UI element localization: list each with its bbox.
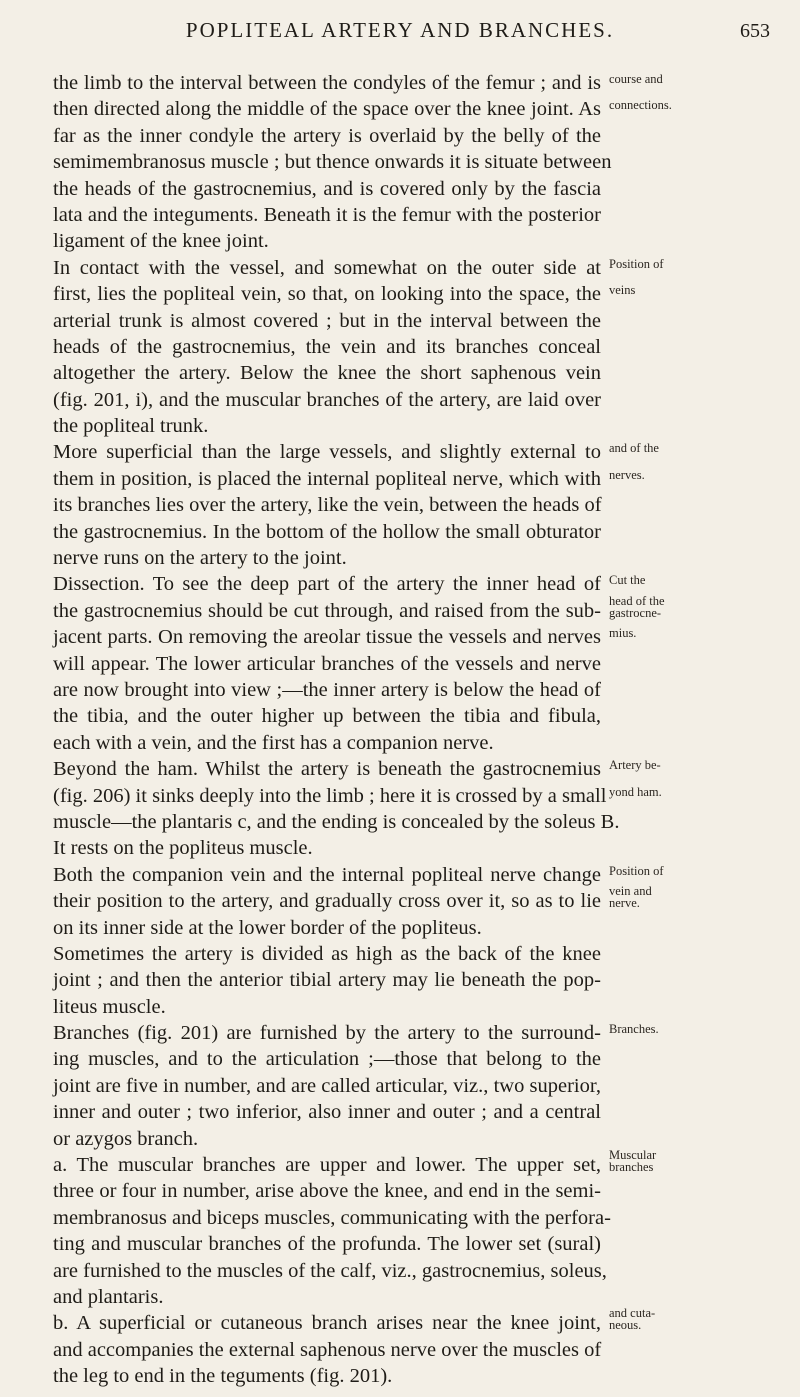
text-line: [53, 281, 745, 307]
line-text: arterial trunk is almost covered ; but in the interval between the: [53, 309, 601, 332]
text-line: [53, 519, 745, 545]
text-line: [53, 1205, 745, 1231]
line-text: them in position, is placed the internal popliteal nerve, which with: [53, 467, 601, 490]
text-line: [53, 466, 745, 492]
line-text: ing muscles, and to the articulation ;—those that belong to the: [53, 1048, 601, 1071]
line-text: then directed along the middle of the space over the knee joint. As: [53, 98, 601, 121]
line-text: Dissection. To see the deep part of the artery the inner head of: [53, 573, 601, 596]
text-line: [53, 651, 745, 677]
text-line: [53, 149, 745, 175]
text-line: [53, 1046, 745, 1072]
text-line: [53, 593, 745, 624]
body-text: [53, 70, 745, 1390]
margin-note: Position of: [609, 863, 664, 878]
line-text: ting and muscular branches of the profunda. The lower set (sural): [53, 1233, 601, 1256]
line-text: first, lies the popliteal vein, so that, on looking into the space, the: [53, 283, 601, 306]
text-line: [53, 387, 745, 413]
text-line: [53, 1306, 745, 1336]
line-text: semimembranosus muscle ; but thence onwards it is situate between: [53, 151, 612, 174]
text-line: [53, 202, 745, 228]
margin-note: Artery be-: [609, 758, 661, 773]
line-text: and plantaris.: [53, 1285, 164, 1308]
text-line: [53, 1073, 745, 1099]
line-text: muscle—the plantaris c, and the ending is concealed by the soleus B.: [53, 810, 620, 833]
text-line: [53, 783, 745, 809]
text-line: [53, 439, 745, 465]
line-text: (fig. 206) it sinks deeply into the limb ; here it is crossed by a small: [53, 784, 607, 807]
text-line: [53, 967, 745, 993]
margin-note: yond ham.: [609, 784, 662, 799]
text-line: [53, 255, 745, 281]
margin-note: mius.: [609, 626, 637, 641]
line-text: Beyond the ham. Whilst the artery is beneath the gastrocnemius: [53, 758, 601, 781]
margin-note: nerves.: [609, 467, 645, 482]
line-text: the heads of the gastrocnemius, and is covered only by the fascia: [53, 177, 601, 200]
line-text: Branches (fig. 201) are furnished by the artery to the surround-: [53, 1022, 601, 1045]
line-text: far as the inner condyle the artery is overlaid by the belly of the: [53, 124, 601, 147]
text-line: [53, 413, 745, 439]
line-text: inner and outer ; two inferior, also inner and outer ; and a central: [53, 1101, 601, 1124]
margin-note: head of the gastrocne-: [609, 593, 665, 620]
margin-note: veins: [609, 283, 636, 298]
text-line: [53, 1020, 745, 1046]
line-text: the popliteal trunk.: [53, 415, 209, 438]
text-line: [53, 70, 745, 96]
line-text: are furnished to the muscles of the calf, viz., gastrocnemius, soleus,: [53, 1259, 607, 1282]
line-text: are now brought into view ;—the inner artery is below the head of: [53, 678, 601, 701]
line-text: lata and the integuments. Beneath it is the femur with the posterior: [53, 203, 601, 226]
line-text: b. A superficial or cutaneous branch arises near the knee joint,: [53, 1312, 601, 1335]
line-text: liteus muscle.: [53, 995, 166, 1018]
text-line: [53, 624, 745, 650]
text-line: [53, 884, 745, 914]
margin-note: vein and nerve.: [609, 884, 652, 911]
line-text: their position to the artery, and gradually cross over it, so as to lie: [53, 890, 601, 913]
text-line: [53, 1337, 745, 1363]
text-line: [53, 994, 745, 1020]
text-line: [53, 123, 745, 149]
text-line: [53, 1099, 745, 1125]
margin-note: connections.: [609, 98, 672, 113]
line-text: will appear. The lower articular branches of the vessels and nerve: [53, 652, 601, 675]
line-text: In contact with the vessel, and somewhat on the outer side at: [53, 256, 601, 279]
text-line: [53, 835, 745, 861]
margin-note: and cuta- neous.: [609, 1306, 656, 1333]
line-text: or azygos branch.: [53, 1127, 199, 1150]
running-title: POPLITEAL ARTERY AND BRANCHES.: [185, 18, 615, 42]
text-line: [53, 492, 745, 518]
line-text: three or four in number, arise above the knee, and end in the semi-: [53, 1180, 601, 1203]
text-line: [53, 308, 745, 334]
line-text: (fig. 201, i), and the muscular branches of the artery, are laid over: [53, 388, 601, 411]
text-line: [53, 915, 745, 941]
line-text: Sometimes the artery is divided as high as the back of the knee: [53, 942, 601, 965]
line-text: joint are five in number, and are called articular, viz., two superior,: [53, 1074, 601, 1097]
line-text: More superficial than the large vessels, and slightly external to: [53, 441, 601, 464]
line-text: on its inner side at the lower border of the popliteus.: [53, 916, 482, 939]
text-line: [53, 545, 745, 571]
line-text: nerve runs on the artery to the joint.: [53, 547, 347, 570]
text-line: [53, 1148, 745, 1178]
text-line: [53, 1231, 745, 1257]
line-text: each with a vein, and the first has a companion nerve.: [53, 731, 494, 754]
text-line: [53, 228, 745, 254]
text-line: [53, 334, 745, 360]
text-line: [53, 809, 745, 835]
margin-note: Cut the: [609, 573, 646, 588]
margin-note: Position of: [609, 256, 664, 271]
margin-note: Muscular branches: [609, 1148, 657, 1175]
line-text: jacent parts. On removing the areolar tissue the vessels and nerves: [53, 626, 601, 649]
text-line: [53, 96, 745, 122]
line-text: the limb to the interval between the condyles of the femur ; and is: [53, 72, 601, 94]
text-line: [53, 677, 745, 703]
margin-note: and of the: [609, 441, 659, 456]
line-text: Both the companion vein and the internal popliteal nerve change: [53, 863, 601, 886]
line-text: ligament of the knee joint.: [53, 230, 269, 253]
text-line: [53, 1258, 745, 1284]
margin-note: course and: [609, 72, 663, 86]
text-line: [53, 1178, 745, 1204]
text-line: [53, 360, 745, 386]
line-text: a. The muscular branches are upper and lower. The upper set,: [53, 1154, 601, 1177]
line-text: the gastrocnemius. In the bottom of the hollow the small obturator: [53, 520, 601, 543]
page-number: 653: [740, 20, 770, 42]
text-line: [53, 941, 745, 967]
margin-note: Branches.: [609, 1022, 659, 1037]
line-text: the gastrocnemius should be cut through, and raised from the sub-: [53, 599, 601, 622]
line-text: membranosus and biceps muscles, communicating with the perfora-: [53, 1206, 611, 1229]
text-line: [53, 176, 745, 202]
running-head: [0, 18, 800, 48]
text-line: [53, 756, 745, 782]
text-line: [53, 1363, 745, 1389]
line-text: joint ; and then the anterior tibial artery may lie beneath the pop-: [53, 969, 601, 992]
text-line: [53, 730, 745, 756]
line-text: the tibia, and the outer higher up between the tibia and fibula,: [53, 705, 601, 728]
line-text: its branches lies over the artery, like the vein, between the heads of: [53, 494, 602, 517]
line-text: heads of the gastrocnemius, the vein and its branches conceal: [53, 335, 601, 358]
line-text: It rests on the popliteus muscle.: [53, 837, 313, 860]
line-text: altogether the artery. Below the knee the short saphenous vein: [53, 362, 601, 385]
text-line: [53, 703, 745, 729]
line-text: the leg to end in the teguments (fig. 201).: [53, 1365, 393, 1388]
line-text: and accompanies the external saphenous nerve over the muscles of: [53, 1338, 602, 1361]
